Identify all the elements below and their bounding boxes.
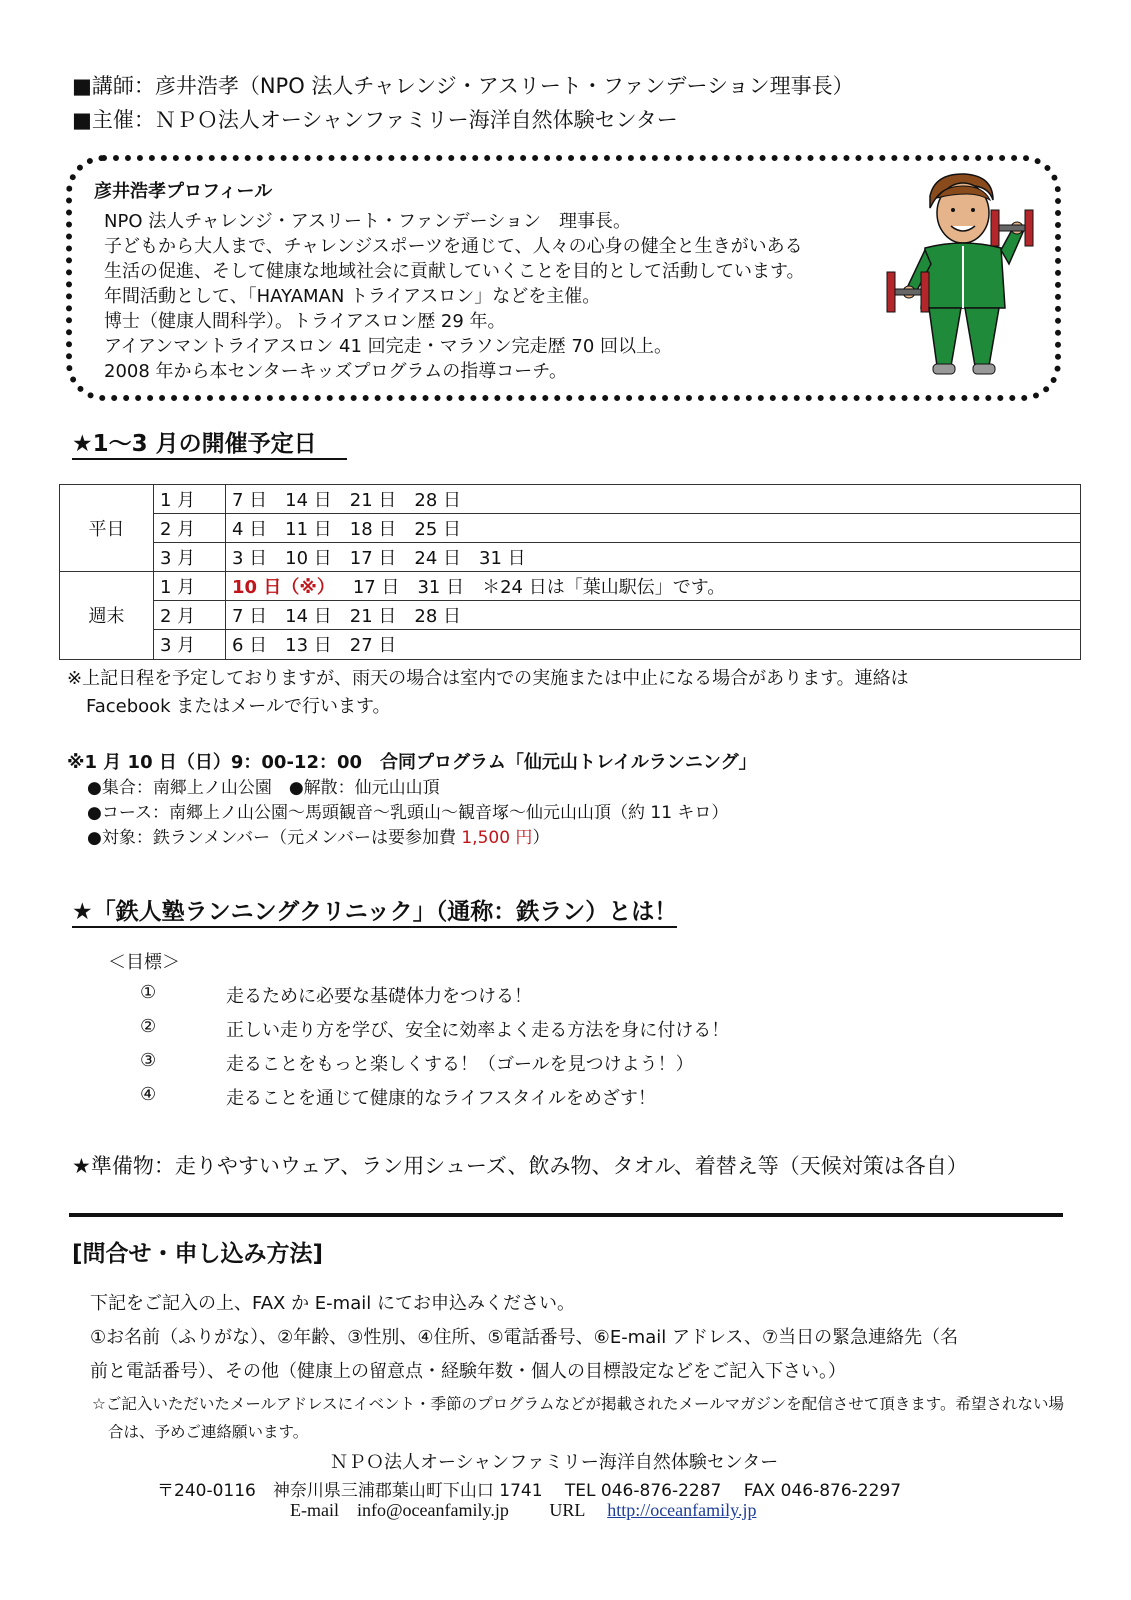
goal-number: ②: [140, 1016, 157, 1037]
lecturer-line: ■講師：彦井浩孝（NPO 法人チャレンジ・アスリート・ファンデーション理事長）: [72, 74, 854, 98]
dates-cell: 7 日 14 日 21 日 28 日: [232, 490, 462, 511]
dates-cell: [232, 571, 1072, 600]
goal-text: 走るために必要な基礎体力をつける！: [226, 986, 532, 1007]
url-label: URL: [549, 1500, 585, 1520]
contact-line: 下記をご記入の上、FAX か E-mail にてお申込みください。: [90, 1293, 575, 1314]
contact-heading: [問合せ・申し込み方法]: [72, 1241, 324, 1267]
goal-text: 走ることをもっと楽しくする！（ゴールを見つけよう！）: [226, 1054, 694, 1075]
goal-text: 正しい走り方を学び、安全に効率よく走る方法を身に付ける！: [226, 1020, 730, 1041]
email-label: E-mail: [290, 1500, 339, 1520]
group-label-weekend: 週末: [88, 606, 125, 627]
dates-cell: 7 日 14 日 21 日 28 日: [232, 605, 462, 627]
group-label-weekday: 平日: [88, 519, 125, 540]
goal-number: ③: [140, 1050, 157, 1071]
profile-line: 子どもから大人まで、チャレンジスポーツを通じて、人々の心身の健全と生きがいある: [104, 236, 803, 257]
coach-illustration: [885, 168, 1035, 378]
email-address[interactable]: info@oceanfamily.jp: [356, 1500, 509, 1520]
joint-program-course: ●コース：南郷上ノ山公園～馬頭観音～乳頭山～観音塚～仙元山山頂（約 11 キロ）: [87, 803, 729, 823]
contact-note-cont: 合は、予めご連絡願います。: [108, 1423, 309, 1441]
target-fee: 1,500 円: [461, 828, 533, 848]
profile-line: 博士（健康人間科学）。トライアスロン歴 29 年。: [104, 311, 506, 332]
joint-program-meeting: ●集合：南郷上ノ山公園 ●解散：仙元山山頂: [87, 778, 440, 798]
target-prefix: ●対象：鉄ランメンバー（元メンバーは要参加費: [87, 828, 462, 848]
items-to-bring: ★準備物：走りやすいウェア、ラン用シューズ、飲み物、タオル、着替え等（天候対策は各自）: [72, 1154, 968, 1178]
month-cell: 2 月: [160, 518, 196, 540]
section-divider: [69, 1213, 1063, 1217]
contact-line: ①お名前（ふりがな）、②年齢、③性別、④住所、⑤電話番号、⑥E-mail アドレス、⑦当日の緊急連絡先（名: [90, 1327, 959, 1348]
profile-line: 年間活動として、「HAYAMAN トライアスロン」などを主催。: [104, 286, 601, 307]
joint-program-target: [87, 823, 549, 848]
goal-number: ④: [140, 1084, 157, 1105]
profile-line: 生活の促進、そして健康な地域社会に貢献していくことを目的として活動しています。: [104, 261, 805, 282]
schedule-heading: [72, 425, 347, 458]
website-link[interactable]: http://oceanfamily.jp: [607, 1500, 757, 1520]
goal-number: ①: [140, 982, 157, 1003]
contact-note: ☆ご記入いただいたメールアドレスにイベント・季節のプログラムなどが掲載されたメールマガジンを配信させて頂きます。希望されない場: [92, 1395, 1065, 1413]
month-cell: 1 月: [160, 490, 196, 511]
month-cell: 2 月: [160, 605, 196, 627]
profile-line: NPO 法人チャレンジ・アスリート・ファンデーション 理事長。: [104, 211, 631, 232]
target-suffix: ）: [532, 828, 550, 848]
highlight-date: 10 日（※）: [232, 576, 335, 598]
profile-line: 2008 年から本センターキッズプログラムの指導コーチ。: [104, 361, 568, 382]
dates-cell: 3 日 10 日 17 日 24 日 31 日: [232, 547, 526, 569]
clinic-heading: [72, 893, 677, 926]
dates-cell: 4 日 11 日 18 日 25 日: [232, 518, 462, 540]
joint-program-title: ※1 月 10 日（日）9：00-12：00 合同プログラム「仙元山トレイルランニング」: [67, 752, 757, 773]
goals-label: ＜目標＞: [108, 952, 180, 973]
footer-address: 〒240-0116 神奈川県三浦郡葉山町下山口 1741 TEL 046-876-2287 FAX 046-876-2297: [157, 1481, 902, 1501]
profile-line: アイアンマントライアスロン 41 回完走・マラソン完走歴 70 回以上。: [104, 336, 673, 357]
schedule-note-cont: Facebook またはメールで行います。: [86, 696, 391, 717]
footer-org: ＮＰＯ法人オーシャンファミリー海洋自然体験センター: [330, 1452, 779, 1473]
contact-line: 前と電話番号）、その他（健康上の留意点・経験年数・個人の目標設定などをご記入下さい。）: [90, 1361, 846, 1382]
month-cell: 3 月: [160, 547, 196, 569]
organizer-line: ■主催：ＮＰＯ法人オーシャンファミリー海洋自然体験センター: [72, 108, 678, 132]
goal-text: 走ることを通じて健康的なライフスタイルをめざす！: [226, 1088, 656, 1109]
dates-text: 17 日 31 日 ＊24 日は「葉山駅伝」です。: [334, 576, 726, 598]
schedule-heading-text: ★1～3 月の開催予定日: [72, 431, 347, 460]
schedule-table: [59, 484, 1081, 660]
footer-web: [290, 1500, 756, 1521]
schedule-note: ※上記日程を予定しておりますが、雨天の場合は室内での実施または中止になる場合があります。連絡は: [67, 668, 909, 689]
month-cell: 3 月: [160, 635, 196, 656]
dates-cell: 6 日 13 日 27 日: [232, 635, 397, 656]
month-cell: 1 月: [160, 576, 196, 598]
profile-title: 彦井浩孝プロフィール: [94, 181, 273, 202]
clinic-heading-text: ★「鉄人塾ランニングクリニック」（通称：鉄ラン）とは！: [72, 899, 677, 928]
